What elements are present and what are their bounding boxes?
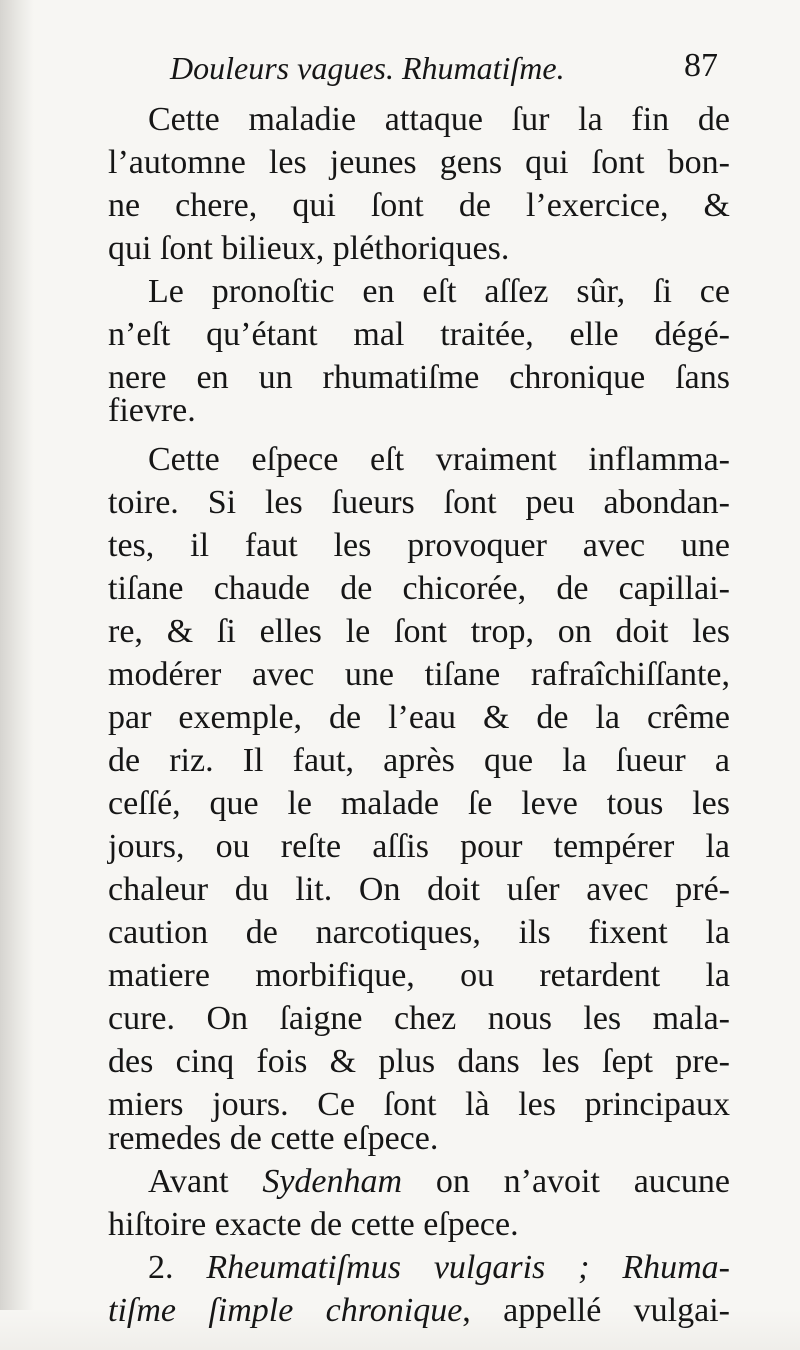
text-line: chaleur du lit. On doit uſer avec pré-	[108, 871, 730, 908]
text-line: Cette maladie attaque ſur la fin de	[148, 101, 730, 138]
section-number: 2.	[148, 1249, 207, 1286]
text-line: matiere morbifique, ou retardent la	[108, 957, 730, 994]
text-line: tes, il faut les provoquer avec une	[108, 527, 730, 564]
text-line: modérer avec une tiſane rafraîchiſſante,	[108, 656, 730, 693]
french-term: tiſme ſimple chronique	[108, 1292, 463, 1329]
text-run: , appellé vulgai-	[462, 1292, 730, 1329]
text-run: Avant	[148, 1163, 263, 1200]
text-line: caution de narcotiques, ils fixent la	[108, 914, 730, 951]
page-number: 87	[684, 47, 718, 84]
text-line: ne chere, qui ſont de l’exercice, &	[108, 187, 730, 224]
text-line	[148, 1162, 730, 1202]
text-line: toire. Si les ſueurs ſont peu abondan-	[108, 484, 730, 521]
running-header: Douleurs vagues. Rhumatiſme.	[170, 50, 565, 86]
text-line	[108, 1291, 730, 1331]
text-line: par exemple, de l’eau & de la crême	[108, 699, 730, 736]
text-line: cure. On ſaigne chez nous les mala-	[108, 1000, 730, 1037]
latin-term: Rheumatiſmus vulgaris ; Rhuma-	[206, 1249, 731, 1286]
text-line: remedes de cette eſpece.	[108, 1120, 439, 1157]
text-line: Le pronoſtic en eſt aſſez sûr, ſi ce	[148, 273, 730, 310]
text-line: fievre.	[108, 392, 196, 429]
text-run: on n’avoit aucune	[402, 1163, 730, 1200]
author-name: Sydenham	[262, 1163, 403, 1200]
text-line: re, & ſi elles le ſont trop, on doit les	[108, 613, 730, 650]
text-line: qui ſont bilieux, pléthoriques.	[108, 230, 510, 267]
text-line: tiſane chaude de chicorée, de capillai-	[108, 570, 730, 607]
text-line: des cinq fois & plus dans les ſept pre-	[108, 1043, 730, 1080]
page-gutter-shadow	[0, 0, 34, 1350]
text-line: jours, ou reſte aſſis pour tempérer la	[108, 828, 730, 865]
text-line: de riz. Il faut, après que la ſueur a	[108, 742, 730, 779]
section-heading-line	[148, 1248, 730, 1288]
text-line: l’automne les jeunes gens qui ſont bon-	[108, 144, 730, 181]
text-line: nere en un rhumatiſme chronique ſans	[108, 359, 730, 396]
text-line: n’eſt qu’étant mal traitée, elle dégé-	[108, 316, 730, 353]
text-line: hiſtoire exacte de cette eſpece.	[108, 1206, 519, 1243]
text-line: Cette eſpece eſt vraiment inflamma-	[148, 441, 730, 478]
text-line: miers jours. Ce ſont là les principaux	[108, 1086, 730, 1123]
text-line: ceſſé, que le malade ſe leve tous les	[108, 785, 730, 822]
